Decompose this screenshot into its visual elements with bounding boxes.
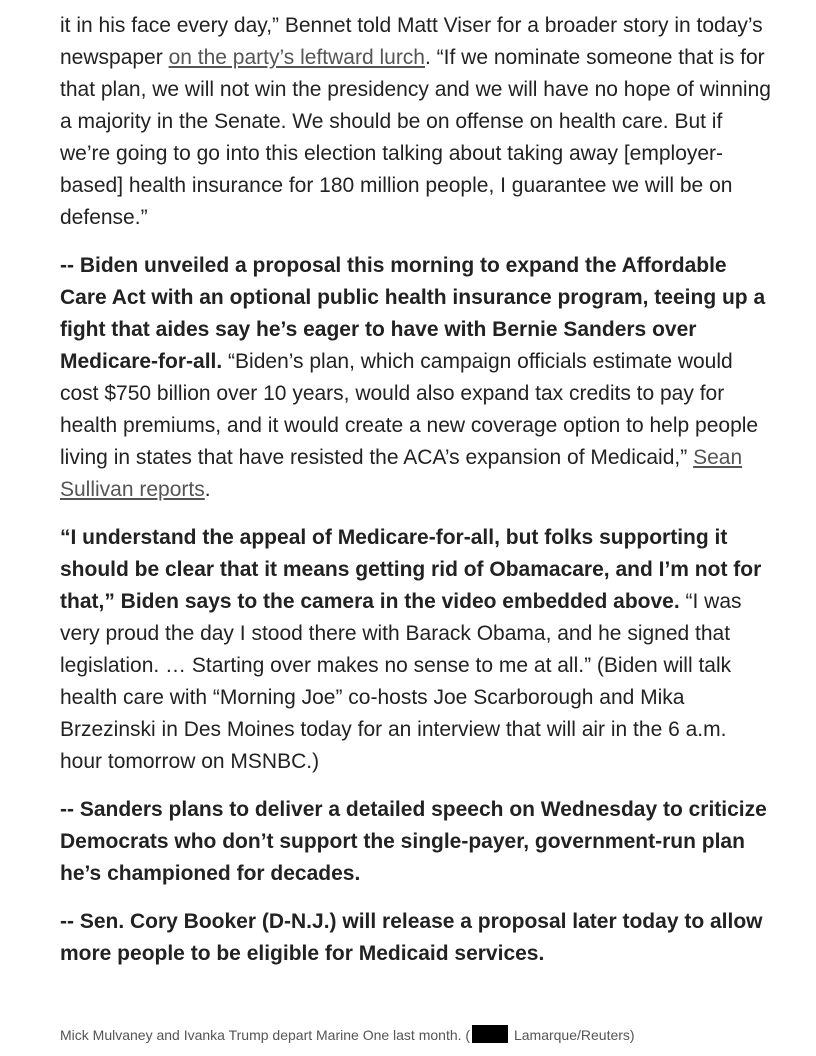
paragraph-booker-proposal bbox=[60, 906, 772, 970]
leftward-lurch-link[interactable]: on the party’s leftward lurch bbox=[168, 46, 425, 69]
paragraph-bennet-quote bbox=[60, 10, 772, 234]
paragraph-lead: “I understand the appeal of Medicare-for-all, but folks supporting it should be clear that it means getting rid of Obamacare, and I’m not for that,” Biden says to the camera in the video embedded above. bbox=[60, 526, 762, 613]
paragraph-text: . bbox=[204, 478, 211, 501]
article-body bbox=[60, 10, 772, 986]
paragraph-lead: -- Sanders plans to deliver a detailed speech on Wednesday to criticize Democrats who don’t support the single-payer, government-run plan he’s championed for decades. bbox=[60, 798, 767, 885]
caption-credit: Lamarque/Reuters) bbox=[510, 1027, 635, 1043]
paragraph-text: it in his face every day,” Bennet told Matt Viser for a broader story in today’s newspaper bbox=[60, 14, 763, 69]
paragraph-text: “Biden’s plan, which campaign officials estimate would cost $750 billion over 10 years, would also expand tax credits to pay for health premiums, and it would create a new coverage option to help people living in states that have resisted the ACA’s expansion of Medicaid,” bbox=[60, 350, 759, 469]
redaction-block bbox=[472, 1025, 508, 1043]
paragraph-lead: -- Sen. Cory Booker (D-N.J.) will release a proposal later today to allow more people to be eligible for Medicaid services. bbox=[60, 910, 763, 965]
sean-sullivan-link[interactable]: Sean Sullivan reports bbox=[60, 446, 743, 501]
paragraph-biden-video bbox=[60, 522, 772, 778]
paragraph-text: . “If we nominate someone that is for that plan, we will not win the presidency and we will have no hope of winning a majority in the Senate. We should be on offense on health care. But if we’re going to go into this election talking about taking away [employer-based] health insurance for 180 million people, I guarantee we will be on defense.” bbox=[60, 46, 771, 229]
paragraph-lead: -- Biden unveiled a proposal this morning to expand the Affordable Care Act with an optional public health insurance program, teeing up a fight that aides say he’s eager to have with Bernie Sanders over Medicare-for-all. bbox=[60, 254, 766, 373]
caption-text: Mick Mulvaney and Ivanka Trump depart Marine One last month. ( bbox=[60, 1027, 471, 1043]
paragraph-sanders-speech bbox=[60, 794, 772, 890]
paragraph-biden-proposal bbox=[60, 250, 772, 506]
photo-caption bbox=[60, 1025, 772, 1045]
paragraph-text: “I was very proud the day I stood there with Barack Obama, and he signed that legislation. … Starting over makes no sense to me at all.” (Biden will talk health care with “Morning Joe” co-hosts Joe Scarborough and Mika Brzezinski in Des Moines today for an interview that will air in the 6 a.m. hour tomorrow on MSNBC.) bbox=[60, 590, 742, 773]
